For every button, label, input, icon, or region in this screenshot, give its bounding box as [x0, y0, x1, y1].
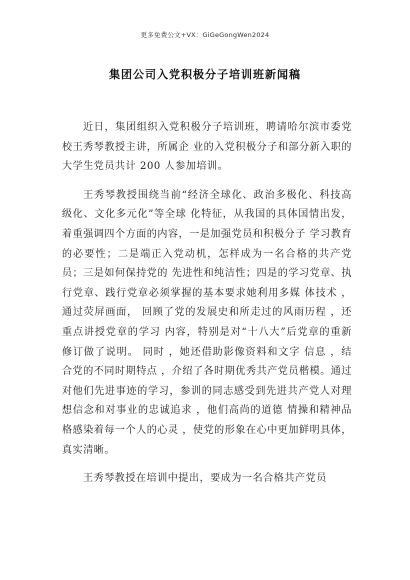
paragraph: 近日，集团组织入党积极分子培训班，聘请哈尔滨市委党校王秀琴教授主讲，所属企 业的入党积极分子和部分新入职的大学生党员共计 200 人参加培训。 [62, 122, 352, 173]
document-title: 集团公司入党积极分子培训班新闻稿 [109, 68, 301, 81]
document-body [62, 118, 352, 498]
paragraph: 王秀琴教授在培训中提出，要成为一名合格共产党员 [83, 473, 327, 485]
paragraph: 王秀琴教授围绕当前“经济全球化、政治多极化、科技高级化、文化多元化”等全球 化特征，从我国的具体国情出发，着重强调四个方面的内容，一是加强党员和积极分子 学习教育的必要性；二是端正入党动机，怎样成为一名合格的共产党员；三是如何保持党的 先进性和纯洁性；四是的学习党章、执行党章、践行党章必须掌握的基本要求她利用多媒 体技术 ，通过荧屏画面， 回顾了党的发展史和所走过的风雨历程 ，还重点讲授党章的学习 内容，特别是对“十八大”后党章的重新修订做了说明。 同时 ，她还借助影像资料和文字 信息 ，结合党的不同时期特点 ，介绍了各时期优秀共产党员楷模。通过对他们先进事迹的学习，参训的同志感受到先进共产党人对理想信念和对事业的忠诚追求 ，他们高尚的道德 情操和精神品格感染着每一个人的心灵 ，使党的形象在心中更加鲜明具体， 真实清晰。 [62, 189, 352, 456]
header-note: 更多免费公文+VX：GiGeGongWen2024 [140, 31, 270, 39]
